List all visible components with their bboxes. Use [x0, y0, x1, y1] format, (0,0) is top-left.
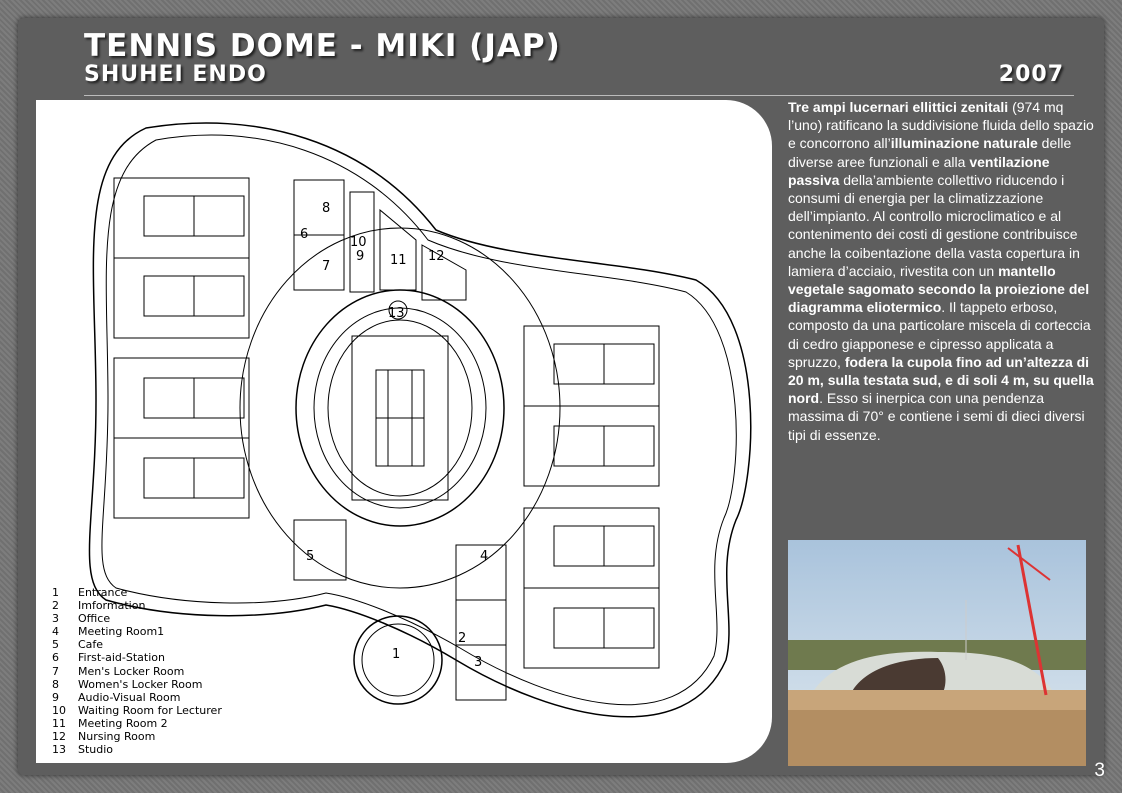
- right-courts: [524, 326, 659, 668]
- slide-title: TENNIS DOME - MIKI (JAP): [84, 28, 561, 64]
- room-number: 3: [474, 655, 483, 670]
- room-number: 4: [480, 549, 489, 564]
- room-number: 1: [392, 647, 401, 662]
- room-number: 11: [390, 253, 407, 268]
- legend-item: 3 Office: [52, 612, 111, 626]
- plan-legend: [52, 586, 222, 756]
- room-number: 2: [458, 631, 467, 646]
- legend-item: 6 First-aid-Station: [52, 651, 165, 665]
- central-arena: [240, 228, 560, 588]
- legend-item: 1 Entrance: [52, 586, 128, 599]
- page-number: 3: [1094, 760, 1105, 781]
- legend-item: 5 Cafe: [52, 638, 104, 652]
- construction-photo: [788, 540, 1086, 766]
- legend-item: 11 Meeting Room 2: [52, 716, 168, 730]
- construction-photo-image: [788, 540, 1086, 766]
- room-number: 7: [322, 259, 331, 274]
- room-number: 13: [388, 306, 405, 321]
- title-divider: [84, 95, 1074, 96]
- legend-item: 10 Waiting Room for Lecturer: [52, 703, 222, 717]
- project-year: 2007: [998, 62, 1064, 87]
- room-number: 12: [428, 249, 445, 264]
- legend-item: 2 Imformation: [52, 599, 146, 613]
- room-number: 9: [356, 249, 365, 264]
- room-number: 6: [300, 227, 309, 242]
- legend-item: 4 Meeting Room1: [52, 625, 165, 639]
- room-number: 8: [322, 201, 331, 216]
- room-number: 10: [350, 235, 367, 250]
- project-description: Tre ampi lucernari ellittici zenitali (974 mq l’uno) ratificano la suddivisione fluida dello spazio e concorrono all’illuminazione naturale delle diverse aree funzionali e alla ventilazione passiva della’ambiente collettivo riducendo i consumi di energia per la climatizzazione dell’impianto. Al controllo microclimatico e al contenimento dei costi di gestione contribuisce anche la coibentazione della vasta copertura in lamiera d’acciaio, rivestita con un mantello vegetale sagomato secondo la proiezione del diagramma eliotermico. Il tappeto erboso, composto da una particolare miscela di corteccia di cedro giapponese e cipresso applicata a spruzzo, fodera la cupola fino ad un’altezza di 20 m, sulla testata sud, e di soli 4 m, su quella nord. Esso si inerpica con una pendenza massima di 70° e contiene i semi di dieci diversi tipi di essenze.: [788, 99, 1094, 443]
- floor-plan: [36, 100, 772, 763]
- legend-item: 9 Audio-Visual Room: [52, 690, 181, 704]
- legend-item: 13 Studio: [52, 743, 114, 757]
- legend-item: 7 Men's Locker Room: [52, 664, 185, 678]
- legend-item: 8 Women's Locker Room: [52, 677, 203, 691]
- left-courts: [114, 178, 249, 518]
- architect-name: SHUHEI ENDO: [84, 62, 267, 87]
- legend-item: 12 Nursing Room: [52, 730, 156, 744]
- room-number: 5: [306, 549, 315, 564]
